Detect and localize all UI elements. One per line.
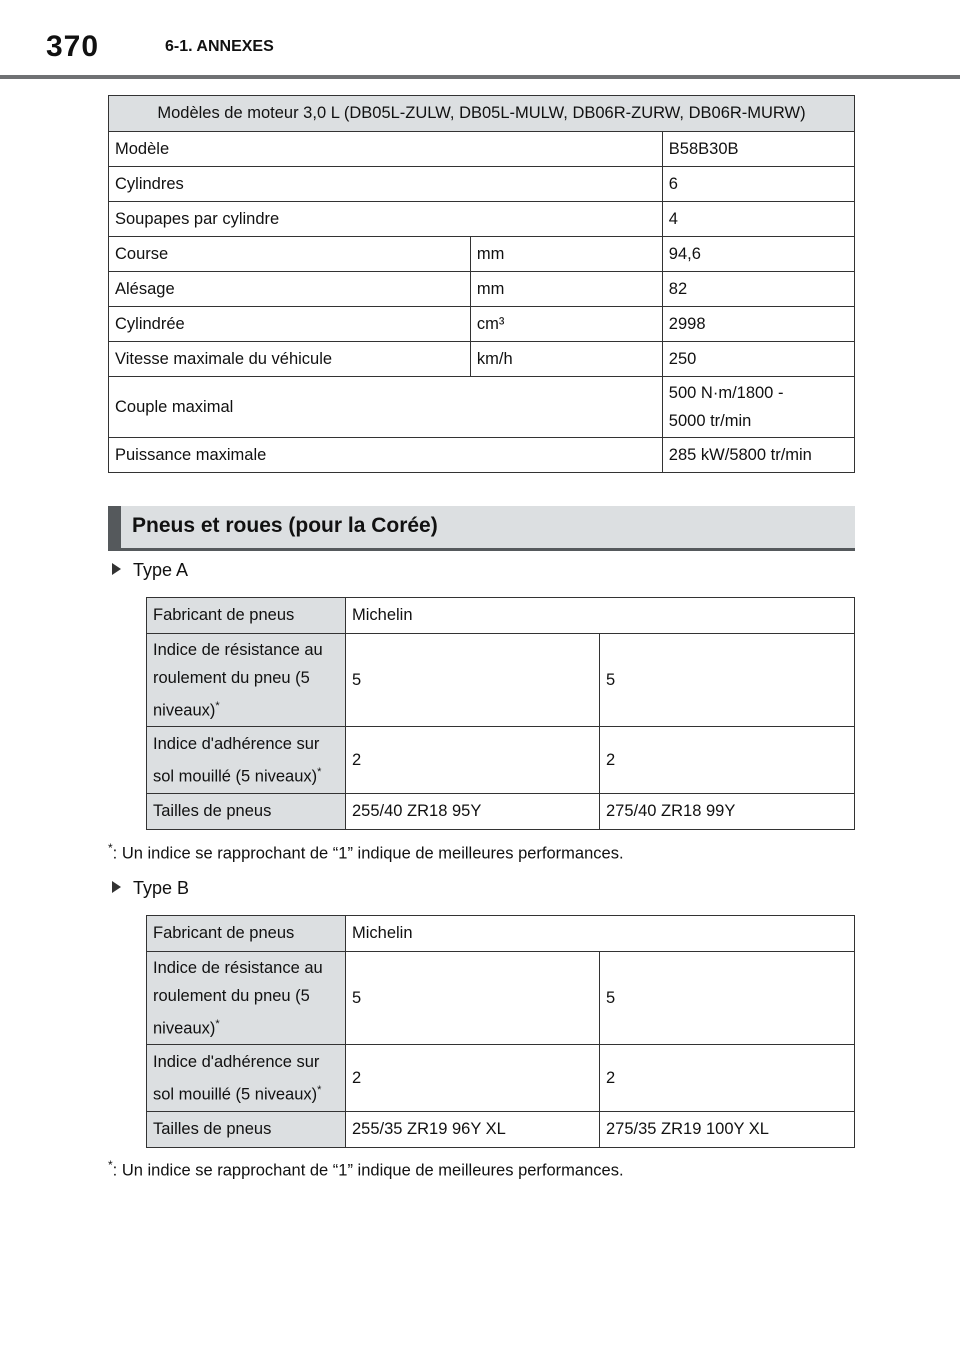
table-row	[147, 1112, 855, 1148]
type-b-label: Type B	[112, 878, 189, 899]
row-value: 6	[662, 167, 854, 202]
page-header	[0, 0, 960, 80]
row-value: 4	[662, 202, 854, 237]
tire-size-rear: 275/35 ZR19 100Y XL	[600, 1112, 855, 1148]
row-value	[662, 377, 854, 438]
engine-spec-table	[108, 95, 855, 473]
section-name: 6-1. ANNEXES	[165, 38, 274, 55]
row-label: Soupapes par cylindre	[109, 202, 663, 237]
section-heading	[108, 506, 855, 548]
wet-rear-value: 2	[600, 727, 855, 794]
torque-value-line2: 5000 tr/min	[668, 412, 752, 430]
table-row	[147, 952, 855, 1045]
engine-table-title: Modèles de moteur 3,0 L (DB05L-ZULW, DB05L-MULW, DB06R-ZURW, DB06R-MURW)	[109, 96, 855, 132]
wet-grip-label: Indice d'adhérence sur sol mouillé (5 niveaux)*	[147, 727, 346, 794]
footnote-marker: *	[317, 1083, 322, 1096]
section-heading-bar	[108, 506, 121, 548]
row-label: Cylindrée	[109, 307, 471, 342]
row-label: Course	[109, 237, 471, 272]
row-label: Modèle	[109, 132, 663, 167]
tire-size-rear: 275/40 ZR18 99Y	[600, 794, 855, 830]
footnote-marker: *	[317, 765, 322, 778]
table-row	[109, 307, 855, 342]
row-value: B58B30B	[662, 132, 854, 167]
section-title: Pneus et roues (pour la Corée)	[132, 514, 438, 537]
section-heading-rule	[108, 548, 855, 551]
rolling-front-value: 5	[346, 952, 600, 1045]
row-unit: mm	[470, 237, 662, 272]
arrow-right-icon	[112, 563, 121, 575]
row-unit: km/h	[470, 342, 662, 377]
page-number: 370	[46, 30, 100, 63]
row-value: 250	[662, 342, 854, 377]
wet-front-value: 2	[346, 1045, 600, 1112]
manufacturer-value: Michelin	[346, 598, 855, 634]
row-label: Alésage	[109, 272, 471, 307]
table-row	[109, 202, 855, 237]
rolling-rear-value: 5	[600, 634, 855, 727]
table-row	[147, 794, 855, 830]
footnote-type-b: *: Un indice se rapprochant de “1” indique de meilleures performances.	[108, 1158, 624, 1180]
table-row	[147, 634, 855, 727]
table-row	[109, 132, 855, 167]
table-row	[147, 1045, 855, 1112]
table-row	[147, 598, 855, 634]
manufacturer-value: Michelin	[346, 916, 855, 952]
table-row	[147, 916, 855, 952]
wet-grip-label: Indice d'adhérence sur sol mouillé (5 niveaux)*	[147, 1045, 346, 1112]
rolling-resistance-label: Indice de résistance au roulement du pneu (5 niveaux)*	[147, 952, 346, 1045]
row-value: 2998	[662, 307, 854, 342]
table-row	[109, 377, 855, 438]
rolling-rear-value: 5	[600, 952, 855, 1045]
footnote-marker: *	[215, 1017, 220, 1030]
type-a-label: Type A	[112, 560, 188, 581]
footnote-marker: *	[215, 699, 220, 712]
table-row	[147, 727, 855, 794]
table-row	[109, 272, 855, 307]
row-label: Puissance maximale	[109, 438, 663, 473]
rolling-front-value: 5	[346, 634, 600, 727]
table-row	[109, 167, 855, 202]
tire-table-type-b	[146, 915, 855, 1148]
rolling-resistance-label: Indice de résistance au roulement du pneu (5 niveaux)*	[147, 634, 346, 727]
row-value: 94,6	[662, 237, 854, 272]
table-row	[109, 342, 855, 377]
table-row	[109, 237, 855, 272]
tire-table-type-a	[146, 597, 855, 830]
row-value: 82	[662, 272, 854, 307]
row-unit: mm	[470, 272, 662, 307]
wet-rear-value: 2	[600, 1045, 855, 1112]
row-label: Cylindres	[109, 167, 663, 202]
tire-size-front: 255/35 ZR19 96Y XL	[346, 1112, 600, 1148]
row-label: Vitesse maximale du véhicule	[109, 342, 471, 377]
manufacturer-label: Fabricant de pneus	[147, 916, 346, 952]
row-unit: cm³	[470, 307, 662, 342]
tire-size-label: Tailles de pneus	[147, 1112, 346, 1148]
table-row	[109, 438, 855, 473]
tire-size-front: 255/40 ZR18 95Y	[346, 794, 600, 830]
arrow-right-icon	[112, 881, 121, 893]
header-divider	[0, 75, 960, 79]
row-label: Couple maximal	[109, 377, 663, 438]
footnote-type-a: *: Un indice se rapprochant de “1” indique de meilleures performances.	[108, 841, 624, 863]
row-value: 285 kW/5800 tr/min	[662, 438, 854, 473]
manufacturer-label: Fabricant de pneus	[147, 598, 346, 634]
tire-size-label: Tailles de pneus	[147, 794, 346, 830]
torque-value-line1: 500 N·m/1800 -	[668, 384, 784, 402]
wet-front-value: 2	[346, 727, 600, 794]
